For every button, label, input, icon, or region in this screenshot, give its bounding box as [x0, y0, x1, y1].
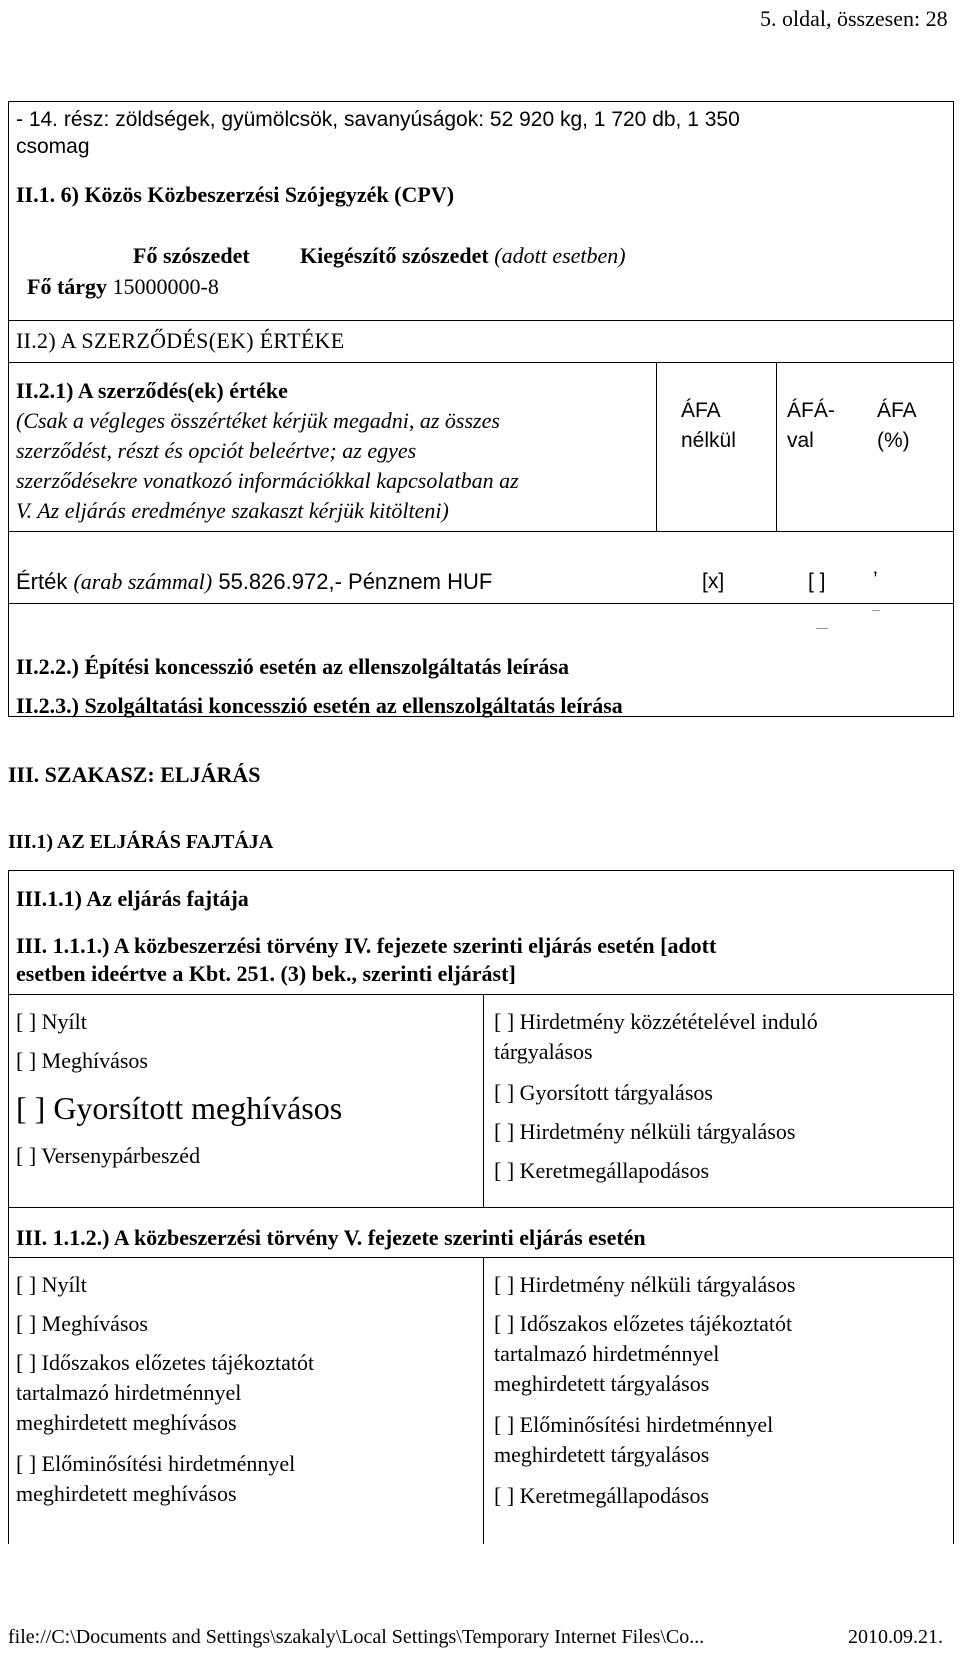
cpv-col-extra-note: (adott esetben) — [494, 243, 626, 268]
ii21-heading: II.2.1) A szerződés(ek) értéke — [16, 378, 288, 403]
iii1111-line-2: esetben ideértve a Kbt. 251. (3) bek., szerinti eljárást] — [16, 961, 516, 986]
iv-option-competitive-dialogue[interactable]: [ ] Versenypárbeszéd — [16, 1143, 201, 1168]
currency-value: HUF — [447, 569, 493, 594]
v-option-periodic-negotiated[interactable] — [494, 1309, 792, 1399]
v-option-qualification-restricted-line2: meghirdetett meghívásos — [16, 1481, 237, 1506]
col-afa-nelkul-1: ÁFA — [681, 399, 721, 422]
iv-option-accelerated-negotiated[interactable]: [ ] Gyorsított tárgyalásos — [494, 1080, 713, 1105]
ii21-note-3: szerződésekre vonatkozó információkkal kapcsolatban az — [16, 468, 519, 493]
iv-option-negotiated-with-notice-line2: tárgyalásos — [494, 1039, 593, 1064]
currency-label: Pénznem — [348, 569, 441, 594]
quantities-line-1: - 14. rész: zöldségek, gyümölcsök, savanyúságok: 52 920 kg, 1 720 db, 1 350 — [16, 108, 740, 131]
table-top-border — [8, 101, 954, 102]
iii-table-top — [8, 870, 954, 871]
iv-option-negotiated-without-notice[interactable]: [ ] Hirdetmény nélküli tárgyalásos — [494, 1119, 796, 1144]
iv-option-framework[interactable]: [ ] Keretmegállapodásos — [494, 1158, 710, 1183]
iii1112-heading: III. 1.1.2.) A közbeszerzési törvény V. fejezete szerinti eljárás esetén — [16, 1225, 646, 1250]
footer-file-path: file://C:\Documents and Settings\szakaly\Local Settings\Temporary Internet Files\Co... — [8, 1626, 705, 1648]
value-row-divider — [8, 531, 954, 532]
iv-option-restricted[interactable]: [ ] Meghívásos — [16, 1048, 148, 1073]
value-amount: 55.826.972,- — [218, 569, 342, 594]
vat-pct-underline — [872, 610, 880, 611]
main-subject-label: Fő tárgy — [27, 274, 108, 299]
value-row — [16, 567, 492, 597]
vat-percent-field[interactable]: ’ — [873, 568, 878, 591]
table-left-border — [8, 101, 9, 717]
value-label-note: (arab számmal) — [73, 569, 213, 594]
col-afaval-2: val — [787, 429, 814, 452]
v-option-periodic-negotiated-line1: [ ] Időszakos előzetes tájékoztatót — [494, 1311, 793, 1336]
ii22-line: II.2.2.) Építési koncesszió esetén az ellenszolgáltatás leírása — [16, 654, 569, 679]
section-iii1-heading: III.1) AZ ELJÁRÁS FAJTÁJA — [8, 831, 274, 853]
page-number: 5. oldal, összesen: 28 — [760, 6, 948, 31]
col-afa-pct-1: ÁFA — [877, 399, 917, 422]
footer-date: 2010.09.21. — [848, 1626, 943, 1648]
iv-option-accelerated-restricted[interactable]: [ ] Gyorsított meghívásos — [16, 1090, 343, 1126]
v-col-divider — [483, 1258, 484, 1544]
iv-option-open[interactable]: [ ] Nyílt — [16, 1009, 87, 1034]
value-label: Érték — [16, 569, 68, 594]
iv-option-negotiated-with-notice[interactable] — [494, 1007, 818, 1067]
with-vat-underline — [816, 628, 828, 629]
v-option-periodic-restricted-line1: [ ] Időszakos előzetes tájékoztatót — [16, 1350, 315, 1375]
iii1112-divider — [8, 1257, 954, 1258]
v-option-restricted[interactable]: [ ] Meghívásos — [16, 1311, 148, 1336]
iii1111-divider — [8, 994, 954, 995]
col-afaval-divider — [776, 363, 777, 531]
col-afaval-1: ÁFÁ- — [787, 399, 835, 422]
v-option-open[interactable]: [ ] Nyílt — [16, 1272, 87, 1297]
main-subject-code: 15000000-8 — [112, 274, 219, 299]
ii23-line: II.2.3.) Szolgáltatási koncesszió esetén az ellenszolgáltatás leírása — [16, 693, 623, 718]
v-option-periodic-negotiated-line2: tartalmazó hirdetménnyel — [494, 1341, 720, 1366]
quantities-line-2: csomag — [16, 135, 90, 158]
iv-option-negotiated-with-notice-line1: [ ] Hirdetmény közzétételével induló — [494, 1009, 818, 1034]
col-afa-pct-2: (%) — [877, 429, 910, 452]
ii21-note-2: szerződést, részt és opciót beleértve; az egyes — [16, 438, 417, 463]
cpv-col-extra-label: Kiegészítő szószedet — [300, 243, 489, 268]
v-option-qualification-negotiated-line2: meghirdetett tárgyalásos — [494, 1442, 710, 1467]
iv-bottom-divider — [8, 1207, 954, 1208]
section-iii-heading: III. SZAKASZ: ELJÁRÁS — [8, 762, 261, 787]
col-afa-divider — [656, 363, 657, 531]
v-option-periodic-restricted-line2: tartalmazó hirdetménnyel — [16, 1380, 242, 1405]
iii11-heading: III.1.1) Az eljárás fajtája — [16, 886, 249, 911]
section-ii2-heading: II.2) A SZERZŐDÉS(EK) ÉRTÉKE — [16, 328, 345, 353]
v-option-qualification-restricted-line1: [ ] Előminősítési hirdetménnyel — [16, 1451, 296, 1476]
iii1111-line-1: III. 1.1.1.) A közbeszerzési törvény IV. fejezete szerinti eljárás esetén [adott — [16, 933, 717, 958]
v-option-periodic-negotiated-line3: meghirdetett tárgyalásos — [494, 1371, 710, 1396]
section-ii21-divider — [8, 362, 954, 363]
v-option-qualification-negotiated[interactable] — [494, 1410, 773, 1470]
v-option-qualification-negotiated-line1: [ ] Előminősítési hirdetménnyel — [494, 1412, 774, 1437]
cpv-col-main: Fő szószedet — [133, 243, 250, 268]
cpv-heading: II.1. 6) Közös Közbeszerzési Szójegyzék (CPV) — [16, 182, 455, 207]
ii21-note-1: (Csak a végleges összértéket kérjük megadni, az összes — [16, 408, 500, 433]
v-option-qualification-restricted[interactable] — [16, 1449, 295, 1509]
checkbox-with-vat[interactable]: [ ] — [808, 570, 826, 593]
v-option-periodic-restricted-line3: meghirdetett meghívásos — [16, 1410, 237, 1435]
v-option-framework[interactable]: [ ] Keretmegállapodásos — [494, 1483, 710, 1508]
ii21-note-4: V. Az eljárás eredménye szakaszt kérjük kitölteni) — [16, 498, 449, 523]
cpv-col-extra — [300, 241, 626, 271]
checkbox-without-vat[interactable]: [x] — [702, 570, 725, 593]
table-right-border — [953, 101, 954, 717]
iv-col-divider — [483, 995, 484, 1207]
v-option-periodic-restricted[interactable] — [16, 1348, 314, 1438]
section-ii2-divider — [8, 320, 954, 321]
v-option-negotiated-without-notice[interactable]: [ ] Hirdetmény nélküli tárgyalásos — [494, 1272, 796, 1297]
value-row-bottom — [8, 603, 954, 604]
col-afa-nelkul-2: nélkül — [681, 429, 736, 452]
main-subject-row — [27, 272, 219, 302]
